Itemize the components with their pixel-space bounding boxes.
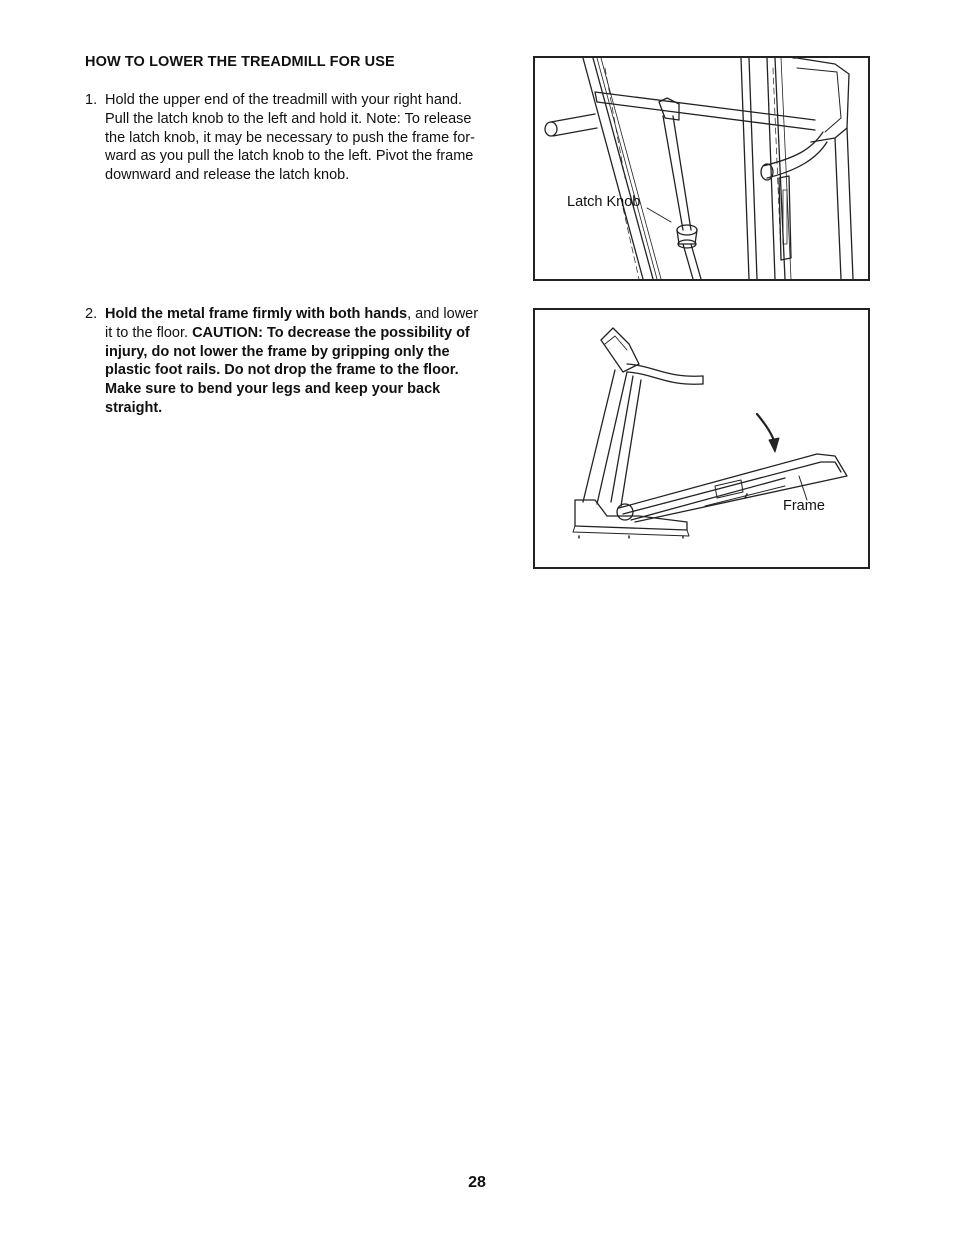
frame-callout: Frame: [783, 498, 825, 514]
section-heading: HOW TO LOWER THE TREADMILL FOR USE: [85, 54, 395, 70]
step-1-number: 1.: [85, 92, 98, 108]
figure-latch-knob: [533, 56, 870, 281]
step-1-line: the latch knob, it may be necessary to push the frame for-: [105, 129, 475, 146]
latch-knob-callout: Latch Knob: [567, 194, 641, 210]
step-2-line: [105, 380, 510, 399]
step-2-text-run: it to the floor.: [105, 324, 193, 341]
step-2-line: [105, 324, 510, 343]
caution-text: straight.: [105, 399, 163, 416]
step-1-line: Hold the upper end of the treadmill with your right hand.: [105, 92, 463, 108]
figure-lower-frame: [533, 308, 870, 569]
caution-text: Make sure to bend your legs and keep your back: [105, 381, 441, 398]
step-2-line: [105, 361, 510, 380]
step-2-text-run: , and lower: [407, 306, 479, 322]
treadmill-upright-illustration: [535, 58, 868, 279]
caution-text: plastic foot rails. Do not drop the frame to the floor.: [105, 362, 459, 379]
step-2-number: 2.: [85, 306, 98, 322]
step-2: [85, 305, 510, 418]
step-2-line: [105, 305, 510, 324]
step-2-line: [105, 343, 510, 362]
step-2-bold-instruction: Hold the metal frame firmly with both hands: [105, 306, 408, 322]
step-1-text: [105, 91, 510, 185]
step-1-line: ward as you pull the latch knob to the left. Pivot the frame: [105, 148, 474, 165]
caution-label: CAUTION: To decrease the possibility of: [192, 324, 470, 341]
step-2-text: [105, 305, 510, 418]
page-number: 28: [468, 1174, 486, 1191]
step-2-line: [105, 399, 510, 418]
treadmill-lowering-illustration: [535, 310, 868, 567]
caution-text: injury, do not lower the frame by gripping only the: [105, 343, 450, 360]
step-1: [85, 91, 510, 185]
step-1-line: Pull the latch knob to the left and hold it. Note: To release: [105, 110, 472, 127]
step-1-line: downward and release the latch knob.: [105, 167, 350, 184]
